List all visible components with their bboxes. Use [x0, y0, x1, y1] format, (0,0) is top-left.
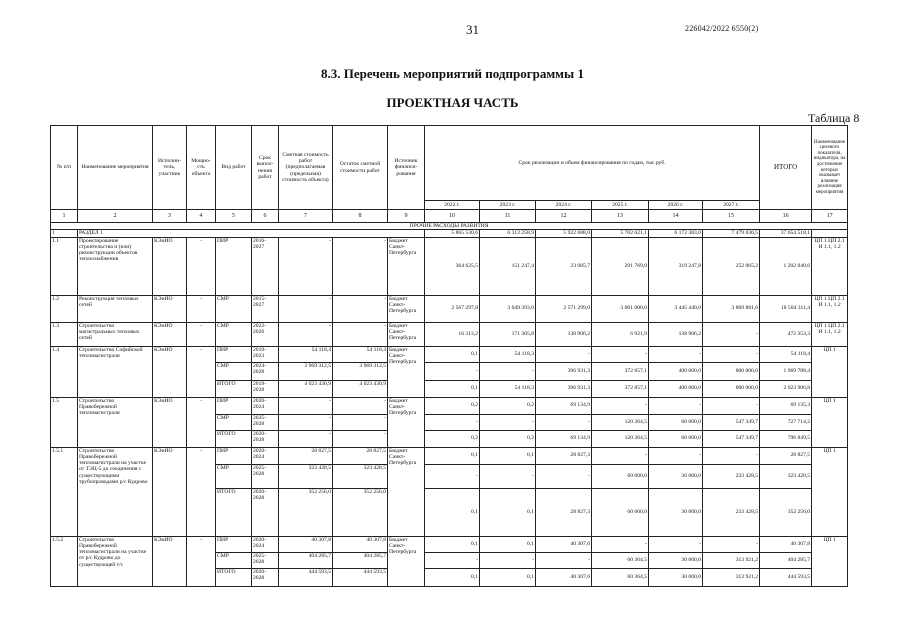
row-value: 60 000,0: [649, 414, 703, 430]
row-num: 1.5: [51, 397, 78, 447]
row-value: 30 000,0: [649, 568, 703, 586]
row-num: 1.3: [51, 322, 78, 346]
row-value: 3 061 000,0: [592, 295, 649, 322]
row-value: 7 479 036,5: [703, 230, 760, 237]
row-worktype: СМР: [216, 295, 252, 322]
row-value: 404 285,7: [760, 552, 812, 568]
row-value: 69 134,9: [536, 430, 592, 447]
row-value: 30 000,0: [649, 488, 703, 536]
row-value: 3 049 393,0: [480, 295, 536, 322]
row-value: -: [536, 464, 592, 488]
row-term: 2020-2028: [252, 568, 279, 586]
row-value: -: [703, 397, 760, 414]
row-term: 2019-2023: [252, 346, 279, 362]
column-number: 7: [279, 210, 333, 223]
row-value: 313 921,2: [703, 552, 760, 568]
row-value: 0,1: [425, 346, 480, 362]
row-value: 28 827,3: [536, 447, 592, 464]
row-value: 69 135,3: [760, 397, 812, 414]
row-value: -: [536, 346, 592, 362]
row-value: 6 172 383,0: [649, 230, 703, 237]
row-rest: 40 307,8: [333, 536, 388, 552]
row-power: -: [187, 322, 216, 346]
row-value: 30 000,0: [649, 552, 703, 568]
row-worktype: ИТОГО: [216, 430, 252, 447]
row-executor: КЭиИО: [153, 346, 187, 397]
row-value: 54 118,3: [480, 346, 536, 362]
row-cost: 444 593,5: [279, 568, 333, 586]
row-value: 233 428,5: [703, 464, 760, 488]
row-power: -: [187, 295, 216, 322]
column-number: 15: [703, 210, 760, 223]
header-num: № п/п: [51, 126, 78, 210]
row-value: 5 922 688,0: [536, 230, 592, 237]
row-indicator: [812, 230, 848, 237]
column-number: 1: [51, 210, 78, 223]
row-rest: 54 118,4: [333, 346, 388, 362]
row-indicator: ЦП 1 ЦП 2.1 И 1.1, 1.2: [812, 322, 848, 346]
row-executor: КЭиИО: [153, 447, 187, 536]
row-term: 2020-2024: [252, 397, 279, 414]
row-name: РАЗДЕЛ 1: [78, 230, 425, 237]
row-value: 28 827,3: [536, 488, 592, 536]
row-rest: 4 023 430,9: [333, 380, 388, 397]
column-number: 2: [78, 210, 153, 223]
row-value: 0,1: [425, 488, 480, 536]
column-number: 13: [592, 210, 649, 223]
row-rest: 444 593,5: [333, 568, 388, 586]
row-rest: 323 428,5: [333, 464, 388, 488]
band-row-title: ПРОЧИЕ РАСХОДЫ РАЗВИТИЯ: [51, 223, 848, 230]
row-value: -: [425, 414, 480, 430]
row-power: -: [187, 397, 216, 447]
row-value: -: [592, 397, 649, 414]
table-row: [51, 397, 848, 414]
row-term: 2025-2028: [252, 552, 279, 568]
row-value: 0,1: [480, 447, 536, 464]
row-rest: 3 969 312,5: [333, 362, 388, 380]
row-value: 3 809 881,6: [703, 295, 760, 322]
row-rest: 404 285,7: [333, 552, 388, 568]
header-period: Срок реализации и объем финансирования по годам, тыс.руб.: [425, 126, 760, 201]
row-indicator: ЦП 1 ЦП 2.1 И 1.1, 1.2: [812, 237, 848, 295]
table-row: [51, 322, 848, 346]
table-row: [51, 237, 848, 295]
row-source: Бюджет Санкт-Петербурга: [388, 237, 425, 295]
row-indicator: ЦП 1 ЦП 2.1 И 1.1, 1.2: [812, 295, 848, 322]
table-row: [51, 447, 848, 464]
row-num: 1.5.2: [51, 536, 78, 586]
row-num: 1.5.1: [51, 447, 78, 536]
row-value: 2 567 297,8: [425, 295, 480, 322]
row-source: Бюджет Санкт-Петербурга: [388, 397, 425, 447]
row-value: 1 202 040,6: [760, 237, 812, 295]
row-worktype: СМР: [216, 362, 252, 380]
row-value: -: [703, 536, 760, 552]
row-value: 69 134,9: [536, 397, 592, 414]
row-worktype: СМР: [216, 322, 252, 346]
row-source: Бюджет Санкт-Петербурга: [388, 346, 425, 397]
row-value: 30 000,0: [649, 464, 703, 488]
header-total: ИТОГО: [760, 126, 812, 210]
row-value: 444 593,5: [760, 568, 812, 586]
table-label: Таблица 8: [808, 111, 860, 125]
row-value: 800 000,0: [703, 380, 760, 397]
header-year: 2024 г.: [536, 201, 592, 210]
row-value: -: [592, 447, 649, 464]
row-cost: 352 256,0: [279, 488, 333, 536]
row-executor: КЭиИО: [153, 536, 187, 586]
row-value: 54 118,4: [760, 346, 812, 362]
row-value: 60 364,5: [592, 568, 649, 586]
row-value: 60 364,5: [592, 552, 649, 568]
row-value: 60 000,0: [649, 430, 703, 447]
row-value: 319 247,8: [649, 237, 703, 295]
row-value: -: [649, 346, 703, 362]
row-value: 400 000,0: [649, 362, 703, 380]
row-value: 400 000,0: [649, 380, 703, 397]
row-term: 2015-2027: [252, 295, 279, 322]
column-number: 3: [153, 210, 187, 223]
column-number: 5: [216, 210, 252, 223]
row-value: 0,1: [425, 380, 480, 397]
row-worktype: ИТОГО: [216, 488, 252, 536]
row-cost: 54 118,4: [279, 346, 333, 362]
row-value: 0,1: [425, 536, 480, 552]
row-cost: 323 428,5: [279, 464, 333, 488]
row-worktype: ПИР: [216, 237, 252, 295]
row-num: 1.1: [51, 237, 78, 295]
row-value: 800 000,0: [703, 362, 760, 380]
row-value: 40 307,8: [760, 536, 812, 552]
header-executor: Исполни-тель, участник: [153, 126, 187, 210]
row-value: 2 023 906,8: [760, 380, 812, 397]
row-value: -: [480, 464, 536, 488]
row-worktype: ИТОГО: [216, 380, 252, 397]
row-value: 151 247,4: [480, 237, 536, 295]
row-value: -: [649, 536, 703, 552]
row-value: 323 428,5: [760, 464, 812, 488]
row-name: Строительство Софийской тепломагистрали: [78, 346, 153, 397]
row-value: -: [592, 536, 649, 552]
row-term: 2022-2026: [252, 322, 279, 346]
row-value: -: [480, 362, 536, 380]
row-value: 233 428,5: [703, 488, 760, 536]
row-cost: 28 827,5: [279, 447, 333, 464]
row-value: -: [703, 447, 760, 464]
row-value: 6 921,9: [592, 322, 649, 346]
row-rest: -: [333, 430, 388, 447]
header-year: 2025 г.: [592, 201, 649, 210]
row-power: -: [187, 346, 216, 397]
row-source: Бюджет Санкт-Петербурга: [388, 295, 425, 322]
row-value: -: [480, 552, 536, 568]
table-row: [51, 295, 848, 322]
column-number: 17: [812, 210, 848, 223]
row-executor: КЭиИО: [153, 397, 187, 447]
row-term: 2020-2024: [252, 536, 279, 552]
row-value: 547 349,7: [703, 414, 760, 430]
header-rest: Остаток сметной стоимости работ: [333, 126, 388, 210]
row-worktype: СМР: [216, 464, 252, 488]
row-value: 5 702 621,1: [592, 230, 649, 237]
row-value: 396 931,3: [536, 362, 592, 380]
header-term: Срок выпол-нения работ: [252, 126, 279, 210]
row-source: Бюджет Санкт-Петербурга: [388, 536, 425, 586]
row-term: 2025-2028: [252, 414, 279, 430]
row-value: -: [425, 464, 480, 488]
row-num: 1.4: [51, 346, 78, 397]
column-number: 14: [649, 210, 703, 223]
row-value: 0,1: [480, 536, 536, 552]
column-number: 9: [388, 210, 425, 223]
measures-table: [50, 125, 848, 587]
row-term: 2025-2028: [252, 464, 279, 488]
row-value: 37 654 518,1: [760, 230, 812, 237]
row-value: 3 445 440,0: [649, 295, 703, 322]
row-value: 252 065,2: [703, 237, 760, 295]
row-indicator: ЦП 1: [812, 447, 848, 536]
table-row: [51, 536, 848, 552]
row-power: -: [187, 237, 216, 295]
row-num: 1.2: [51, 295, 78, 322]
row-rest: -: [333, 322, 388, 346]
row-name: Строительство магистральных тепловых сетей: [78, 322, 153, 346]
row-value: 120 364,5: [592, 430, 649, 447]
row-term: 2016-2027: [252, 237, 279, 295]
row-value: 727 714,2: [760, 414, 812, 430]
row-rest: -: [333, 414, 388, 430]
row-value: 372 857,1: [592, 380, 649, 397]
row-worktype: СМР: [216, 552, 252, 568]
page-number: 31: [466, 22, 479, 37]
row-value: 28 827,5: [760, 447, 812, 464]
row-rest: 352 256,0: [333, 488, 388, 536]
header-cost: Сметная стоимость работ (предполагаемая (предельная) стоимость объекта): [279, 126, 333, 210]
row-value: 0,2: [425, 397, 480, 414]
row-value: 120 364,5: [592, 414, 649, 430]
row-cost: -: [279, 237, 333, 295]
column-number: 12: [536, 210, 592, 223]
row-value: 0,2: [480, 397, 536, 414]
row-power: -: [187, 447, 216, 536]
row-value: 372 857,1: [592, 362, 649, 380]
column-number: 11: [480, 210, 536, 223]
column-number: 16: [760, 210, 812, 223]
row-indicator: ЦП 1: [812, 536, 848, 586]
header-worktype: Вид работ: [216, 126, 252, 210]
row-value: -: [480, 414, 536, 430]
header-year: 2027 г.: [703, 201, 760, 210]
row-value: 0,2: [480, 430, 536, 447]
header-power: Мощно-сть объекта: [187, 126, 216, 210]
section-title: 8.3. Перечень мероприятий подпрограммы 1: [321, 66, 584, 81]
row-name: Строительство Правобережной тепломагистрали на участке от р/с Кудрово до существующей т/с: [78, 536, 153, 586]
row-value: 796 849,5: [760, 430, 812, 447]
row-executor: КЭиИО: [153, 295, 187, 322]
row-name: Реконструкция тепловых сетей: [78, 295, 153, 322]
row-value: 60 000,0: [592, 464, 649, 488]
row-term: 2020-2028: [252, 430, 279, 447]
column-number: 8: [333, 210, 388, 223]
column-number: 4: [187, 210, 216, 223]
row-value: -: [425, 362, 480, 380]
row-value: -: [649, 397, 703, 414]
row-value: 0,1: [480, 488, 536, 536]
row-cost: -: [279, 414, 333, 430]
row-worktype: ПИР: [216, 536, 252, 552]
row-indicator: ЦП 1: [812, 346, 848, 397]
document-id: 226042/2022 6550(2): [685, 24, 759, 33]
row-worktype: ПИР: [216, 397, 252, 414]
row-term: 2019-2028: [252, 380, 279, 397]
column-number: 10: [425, 210, 480, 223]
row-value: 18 504 311,4: [760, 295, 812, 322]
row-rest: -: [333, 397, 388, 414]
row-value: 40 307,6: [536, 536, 592, 552]
row-value: 0,1: [425, 568, 480, 586]
row-value: -: [425, 552, 480, 568]
row-value: 60 000,0: [592, 488, 649, 536]
row-value: 472 353,3: [760, 322, 812, 346]
header-year: 2026 г.: [649, 201, 703, 210]
row-value: -: [703, 322, 760, 346]
row-value: 291 769,0: [592, 237, 649, 295]
row-rest: -: [333, 295, 388, 322]
row-rest: 28 827,5: [333, 447, 388, 464]
row-indicator: ЦП 1: [812, 397, 848, 447]
row-value: 23 085,7: [536, 237, 592, 295]
row-value: -: [649, 447, 703, 464]
row-cost: 4 023 430,9: [279, 380, 333, 397]
row-cost: -: [279, 295, 333, 322]
row-value: 1 969 788,4: [760, 362, 812, 380]
row-value: 0,2: [425, 430, 480, 447]
row-cost: -: [279, 397, 333, 414]
row-rest: -: [333, 237, 388, 295]
row-name: Строительство Правобережной тепломагистрали: [78, 397, 153, 447]
row-value: -: [703, 346, 760, 362]
row-num: 1: [51, 230, 78, 237]
header-year: 2023 г.: [480, 201, 536, 210]
row-value: 40 307,6: [536, 568, 592, 586]
column-number: 6: [252, 210, 279, 223]
row-source: Бюджет Санкт-Петербурга: [388, 447, 425, 536]
row-value: -: [592, 346, 649, 362]
table-row: [51, 346, 848, 362]
row-value: 5 865 530,6: [425, 230, 480, 237]
row-name: Строительство Правобережной тепломагистрали на участке от ТЭЦ-5 до соединения с существующими трубопроводами р/с Кудрово: [78, 447, 153, 536]
row-worktype: ПИР: [216, 447, 252, 464]
row-value: 0,1: [425, 447, 480, 464]
row-source: Бюджет Санкт-Петербурга: [388, 322, 425, 346]
part-title: ПРОЕКТНАЯ ЧАСТЬ: [386, 95, 519, 110]
header-year: 2022 г.: [425, 201, 480, 210]
row-value: 16 313,2: [425, 322, 480, 346]
row-value: 0,1: [480, 568, 536, 586]
row-worktype: ИТОГО: [216, 568, 252, 586]
row-executor: КЭиИО: [153, 322, 187, 346]
row-value: 396 931,3: [536, 380, 592, 397]
row-value: 6 312 258,9: [480, 230, 536, 237]
row-value: 2 571 299,0: [536, 295, 592, 322]
row-power: -: [187, 536, 216, 586]
section-row: [51, 230, 848, 237]
header-name: Наименование мероприятия: [78, 126, 153, 210]
row-worktype: ПИР: [216, 346, 252, 362]
row-value: 171 305,8: [480, 322, 536, 346]
row-term: 2020-2028: [252, 488, 279, 536]
row-value: 352 256,0: [760, 488, 812, 536]
row-term: 2024-2028: [252, 362, 279, 380]
row-value: 138 906,2: [649, 322, 703, 346]
row-value: -: [536, 414, 592, 430]
row-cost: 40 307,8: [279, 536, 333, 552]
row-value: 54 118,3: [480, 380, 536, 397]
row-value: 138 906,2: [536, 322, 592, 346]
row-value: 313 921,2: [703, 568, 760, 586]
row-name: Проектирование строительства и (или) реконструкции объектов теплоснабжения: [78, 237, 153, 295]
row-cost: -: [279, 322, 333, 346]
header-indicator: Наименование целевого показателя, индикатора, на достижение которых оказывает влияние реализация мероприятия: [812, 126, 848, 210]
row-executor: КЭиИО: [153, 237, 187, 295]
row-cost: -: [279, 430, 333, 447]
row-cost: 3 969 312,5: [279, 362, 333, 380]
header-source: Источник финанси-рования: [388, 126, 425, 210]
row-value: 364 625,5: [425, 237, 480, 295]
row-term: 2020-2024: [252, 447, 279, 464]
row-cost: 404 285,7: [279, 552, 333, 568]
row-worktype: СМР: [216, 414, 252, 430]
row-value: -: [536, 552, 592, 568]
row-value: 547 349,7: [703, 430, 760, 447]
